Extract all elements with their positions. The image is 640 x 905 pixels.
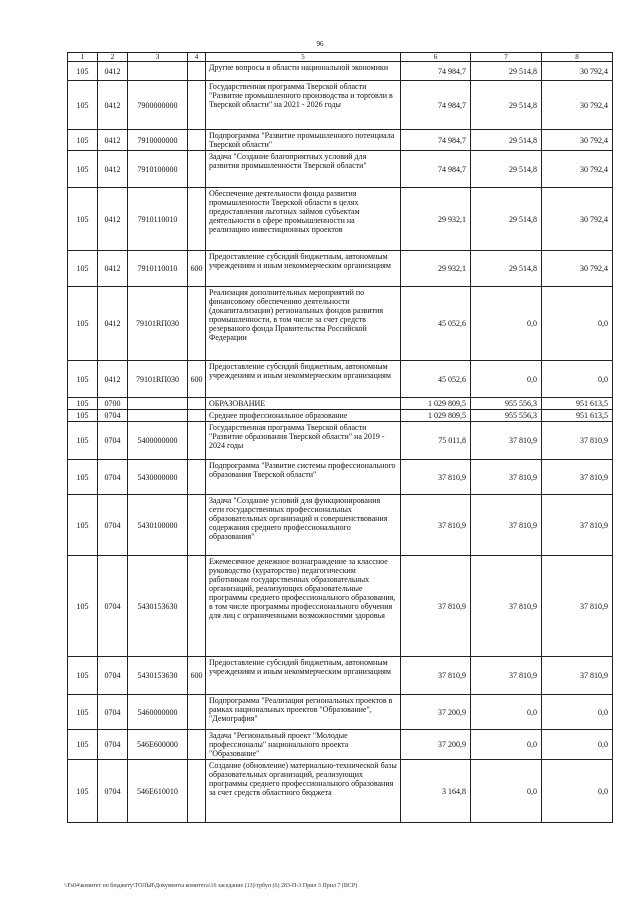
cell-subsection-code: 0412 bbox=[98, 251, 128, 287]
cell-expense-type bbox=[188, 130, 206, 151]
cell-target-code bbox=[128, 62, 188, 81]
cell-amount-col7: 0,0 bbox=[471, 287, 542, 361]
cell-section-code: 105 bbox=[68, 695, 98, 730]
cell-expense-type: 600 bbox=[188, 657, 206, 695]
cell-section-code: 105 bbox=[68, 422, 98, 460]
cell-expense-type bbox=[188, 398, 206, 410]
table-row bbox=[68, 287, 613, 361]
cell-expense-type: 600 bbox=[188, 251, 206, 287]
cell-section-code: 105 bbox=[68, 460, 98, 495]
cell-target-code: 546E600000 bbox=[128, 730, 188, 760]
cell-expense-type bbox=[188, 760, 206, 823]
cell-target-code: 5430153630 bbox=[128, 657, 188, 695]
cell-amount-col7: 0,0 bbox=[471, 695, 542, 730]
cell-description: Обеспечение деятельности фонда развития промышленности Тверской области в целях предоставления льготных займов субъектам деятельности в сфере промышленности на реализацию инвестиционных проектов bbox=[206, 188, 401, 251]
cell-section-code: 105 bbox=[68, 81, 98, 130]
cell-target-code: 79101RП030 bbox=[128, 287, 188, 361]
cell-section-code: 105 bbox=[68, 556, 98, 657]
cell-subsection-code: 0704 bbox=[98, 760, 128, 823]
cell-amount-col7: 955 556,3 bbox=[471, 410, 542, 422]
cell-target-code: 7910100000 bbox=[128, 151, 188, 188]
cell-amount-col7: 37 810,9 bbox=[471, 495, 542, 556]
cell-target-code: 5430000000 bbox=[128, 460, 188, 495]
cell-description: Среднее профессиональное образование bbox=[206, 410, 401, 422]
cell-target-code: 5400000000 bbox=[128, 422, 188, 460]
table-row bbox=[68, 62, 613, 81]
col-header: 5 bbox=[206, 53, 401, 62]
table-row bbox=[68, 495, 613, 556]
table-row bbox=[68, 695, 613, 730]
cell-amount-col8: 30 792,4 bbox=[542, 130, 613, 151]
cell-expense-type bbox=[188, 188, 206, 251]
cell-description: Подпрограмма "Реализация региональных проектов в рамках национальных проектов "Образование", "Демография" bbox=[206, 695, 401, 730]
cell-description: Другие вопросы в области национальной экономики bbox=[206, 62, 401, 81]
cell-amount-col6: 29 932,1 bbox=[401, 188, 471, 251]
table-row bbox=[68, 81, 613, 130]
cell-expense-type bbox=[188, 151, 206, 188]
footer-path: \\Fs04\комитет по бюджету\ТОЛЬЯ\Документы комитета\16 заседание (13)\трбуп (6) 283-П-3 Прил 3 Прил 7 (ВСР) bbox=[64, 883, 358, 889]
cell-subsection-code: 0412 bbox=[98, 62, 128, 81]
cell-amount-col8: 37 810,9 bbox=[542, 556, 613, 657]
col-header: 6 bbox=[401, 53, 471, 62]
cell-description: Задача "Создание условий для функционирования сети государственных профессиональных образовательных организаций и совершенствования содержания среднего профессионального образования" bbox=[206, 495, 401, 556]
table-row bbox=[68, 657, 613, 695]
cell-subsection-code: 0704 bbox=[98, 730, 128, 760]
table-row bbox=[68, 398, 613, 410]
table-row bbox=[68, 410, 613, 422]
cell-amount-col8: 0,0 bbox=[542, 361, 613, 398]
cell-amount-col8: 30 792,4 bbox=[542, 81, 613, 130]
cell-description: Создание (обновление) материально-технической базы образовательных организаций, реализующих программы среднего профессионального образования за счет средств областного бюджета bbox=[206, 760, 401, 823]
cell-amount-col6: 45 052,6 bbox=[401, 287, 471, 361]
cell-expense-type bbox=[188, 556, 206, 657]
cell-subsection-code: 0412 bbox=[98, 188, 128, 251]
cell-subsection-code: 0704 bbox=[98, 657, 128, 695]
col-header: 2 bbox=[98, 53, 128, 62]
cell-amount-col7: 29 514,8 bbox=[471, 151, 542, 188]
cell-description: Задача "Региональный проект "Молодые профессионалы" национального проекта "Образование" bbox=[206, 730, 401, 760]
cell-amount-col7: 29 514,8 bbox=[471, 81, 542, 130]
col-header: 1 bbox=[68, 53, 98, 62]
cell-expense-type bbox=[188, 495, 206, 556]
cell-expense-type bbox=[188, 62, 206, 81]
cell-subsection-code: 0704 bbox=[98, 460, 128, 495]
cell-description: Подпрограмма "Развитие системы профессионального образования Тверской области" bbox=[206, 460, 401, 495]
cell-section-code: 105 bbox=[68, 130, 98, 151]
cell-target-code: 546E610010 bbox=[128, 760, 188, 823]
cell-amount-col8: 0,0 bbox=[542, 730, 613, 760]
cell-amount-col6: 37 200,9 bbox=[401, 695, 471, 730]
col-header: 3 bbox=[128, 53, 188, 62]
cell-amount-col8: 37 810,9 bbox=[542, 495, 613, 556]
cell-amount-col6: 75 011,8 bbox=[401, 422, 471, 460]
cell-amount-col8: 30 792,4 bbox=[542, 62, 613, 81]
cell-amount-col6: 1 029 809,5 bbox=[401, 410, 471, 422]
cell-target-code: 7910110010 bbox=[128, 188, 188, 251]
cell-subsection-code: 0704 bbox=[98, 556, 128, 657]
table-row bbox=[68, 556, 613, 657]
cell-amount-col7: 0,0 bbox=[471, 730, 542, 760]
table-row bbox=[68, 361, 613, 398]
cell-amount-col7: 29 514,8 bbox=[471, 251, 542, 287]
cell-subsection-code: 0412 bbox=[98, 81, 128, 130]
cell-section-code: 105 bbox=[68, 251, 98, 287]
cell-section-code: 105 bbox=[68, 410, 98, 422]
cell-amount-col6: 37 200,9 bbox=[401, 730, 471, 760]
cell-amount-col7: 29 514,8 bbox=[471, 130, 542, 151]
cell-subsection-code: 0700 bbox=[98, 398, 128, 410]
cell-expense-type bbox=[188, 81, 206, 130]
cell-amount-col7: 0,0 bbox=[471, 760, 542, 823]
cell-subsection-code: 0704 bbox=[98, 410, 128, 422]
page-number: 96 bbox=[316, 40, 324, 48]
cell-amount-col7: 37 810,9 bbox=[471, 556, 542, 657]
cell-subsection-code: 0704 bbox=[98, 695, 128, 730]
cell-target-code: 5430153630 bbox=[128, 556, 188, 657]
table-row bbox=[68, 422, 613, 460]
cell-amount-col7: 37 810,9 bbox=[471, 422, 542, 460]
cell-amount-col6: 1 029 809,5 bbox=[401, 398, 471, 410]
cell-expense-type bbox=[188, 422, 206, 460]
cell-amount-col8: 30 792,4 bbox=[542, 251, 613, 287]
cell-amount-col8: 0,0 bbox=[542, 695, 613, 730]
cell-amount-col6: 37 810,9 bbox=[401, 460, 471, 495]
cell-subsection-code: 0704 bbox=[98, 495, 128, 556]
cell-subsection-code: 0412 bbox=[98, 287, 128, 361]
cell-description: Государственная программа Тверской области "Развитие образования Тверской области" на 2019 - 2024 годы bbox=[206, 422, 401, 460]
cell-description: Задача "Создание благоприятных условий для развития промышленности Тверской области" bbox=[206, 151, 401, 188]
cell-section-code: 105 bbox=[68, 151, 98, 188]
cell-section-code: 105 bbox=[68, 760, 98, 823]
cell-amount-col8: 30 792,4 bbox=[542, 188, 613, 251]
cell-amount-col7: 37 810,9 bbox=[471, 460, 542, 495]
cell-target-code bbox=[128, 410, 188, 422]
cell-amount-col7: 37 810,9 bbox=[471, 657, 542, 695]
cell-section-code: 105 bbox=[68, 361, 98, 398]
cell-amount-col6: 29 932,1 bbox=[401, 251, 471, 287]
cell-expense-type bbox=[188, 410, 206, 422]
cell-amount-col8: 37 810,9 bbox=[542, 657, 613, 695]
cell-amount-col6: 37 810,9 bbox=[401, 495, 471, 556]
table-row bbox=[68, 730, 613, 760]
cell-amount-col8: 37 810,9 bbox=[542, 460, 613, 495]
table-row bbox=[68, 188, 613, 251]
cell-subsection-code: 0412 bbox=[98, 130, 128, 151]
cell-target-code: 7900000000 bbox=[128, 81, 188, 130]
table-row bbox=[68, 760, 613, 823]
cell-amount-col7: 955 556,3 bbox=[471, 398, 542, 410]
cell-section-code: 105 bbox=[68, 188, 98, 251]
cell-target-code: 7910000000 bbox=[128, 130, 188, 151]
cell-amount-col7: 29 514,8 bbox=[471, 188, 542, 251]
cell-description: Государственная программа Тверской области "Развитие промышленного производства и торговли в Тверской области" на 2021 - 2026 годы bbox=[206, 81, 401, 130]
cell-amount-col8: 951 613,5 bbox=[542, 410, 613, 422]
cell-description: Подпрограмма "Развитие промышленного потенциала Тверской области" bbox=[206, 130, 401, 151]
budget-table bbox=[67, 52, 613, 823]
cell-expense-type bbox=[188, 460, 206, 495]
cell-target-code: 79101RП030 bbox=[128, 361, 188, 398]
cell-target-code: 5460000000 bbox=[128, 695, 188, 730]
cell-subsection-code: 0412 bbox=[98, 361, 128, 398]
col-header: 7 bbox=[471, 53, 542, 62]
cell-description: Предоставление субсидий бюджетным, автономным учреждениям и иным некоммерческим организациям bbox=[206, 361, 401, 398]
cell-amount-col8: 30 792,4 bbox=[542, 151, 613, 188]
table-row bbox=[68, 130, 613, 151]
cell-target-code: 7910110010 bbox=[128, 251, 188, 287]
cell-description: Реализация дополнительных мероприятий по финансовому обеспечению деятельности (докапитализации) региональных фондов развития промышленности, в том числе за счет средств резерваного фонда Правительства Российской Федерации bbox=[206, 287, 401, 361]
cell-section-code: 105 bbox=[68, 287, 98, 361]
header-row bbox=[68, 53, 613, 62]
cell-section-code: 105 bbox=[68, 62, 98, 81]
cell-amount-col8: 0,0 bbox=[542, 287, 613, 361]
cell-amount-col6: 74 984,7 bbox=[401, 130, 471, 151]
cell-expense-type bbox=[188, 287, 206, 361]
cell-expense-type bbox=[188, 695, 206, 730]
cell-amount-col8: 37 810,9 bbox=[542, 422, 613, 460]
cell-target-code: 5430100000 bbox=[128, 495, 188, 556]
cell-description: ОБРАЗОВАНИЕ bbox=[206, 398, 401, 410]
table-body bbox=[68, 53, 613, 823]
cell-amount-col6: 3 164,8 bbox=[401, 760, 471, 823]
cell-amount-col6: 74 984,7 bbox=[401, 151, 471, 188]
cell-description: Ежемесячное денежное вознаграждение за классное руководство (кураторство) педагогическим работникам государственных образовательных организаций, реализующих образовательные программы среднего профессионального образования, в том числе программы профессионального обучения для лиц с ограниченными возможностями здоровья bbox=[206, 556, 401, 657]
col-header: 8 bbox=[542, 53, 613, 62]
cell-amount-col8: 951 613,5 bbox=[542, 398, 613, 410]
table-row bbox=[68, 460, 613, 495]
cell-subsection-code: 0412 bbox=[98, 151, 128, 188]
cell-section-code: 105 bbox=[68, 730, 98, 760]
cell-target-code bbox=[128, 398, 188, 410]
cell-expense-type bbox=[188, 730, 206, 760]
cell-description: Предоставление субсидий бюджетным, автономным учреждениям и иным некоммерческим организациям bbox=[206, 657, 401, 695]
cell-amount-col6: 45 052,6 bbox=[401, 361, 471, 398]
cell-expense-type: 600 bbox=[188, 361, 206, 398]
cell-amount-col6: 74 984,7 bbox=[401, 81, 471, 130]
cell-amount-col7: 0,0 bbox=[471, 361, 542, 398]
col-header: 4 bbox=[188, 53, 206, 62]
cell-amount-col7: 29 514,8 bbox=[471, 62, 542, 81]
cell-amount-col8: 0,0 bbox=[542, 760, 613, 823]
table-row bbox=[68, 151, 613, 188]
cell-amount-col6: 37 810,9 bbox=[401, 657, 471, 695]
table-row bbox=[68, 251, 613, 287]
cell-subsection-code: 0704 bbox=[98, 422, 128, 460]
cell-amount-col6: 74 984,7 bbox=[401, 62, 471, 81]
cell-section-code: 105 bbox=[68, 657, 98, 695]
cell-amount-col6: 37 810,9 bbox=[401, 556, 471, 657]
cell-section-code: 105 bbox=[68, 495, 98, 556]
cell-section-code: 105 bbox=[68, 398, 98, 410]
cell-description: Предоставление субсидий бюджетным, автономным учреждениям и иным некоммерческим организациям bbox=[206, 251, 401, 287]
